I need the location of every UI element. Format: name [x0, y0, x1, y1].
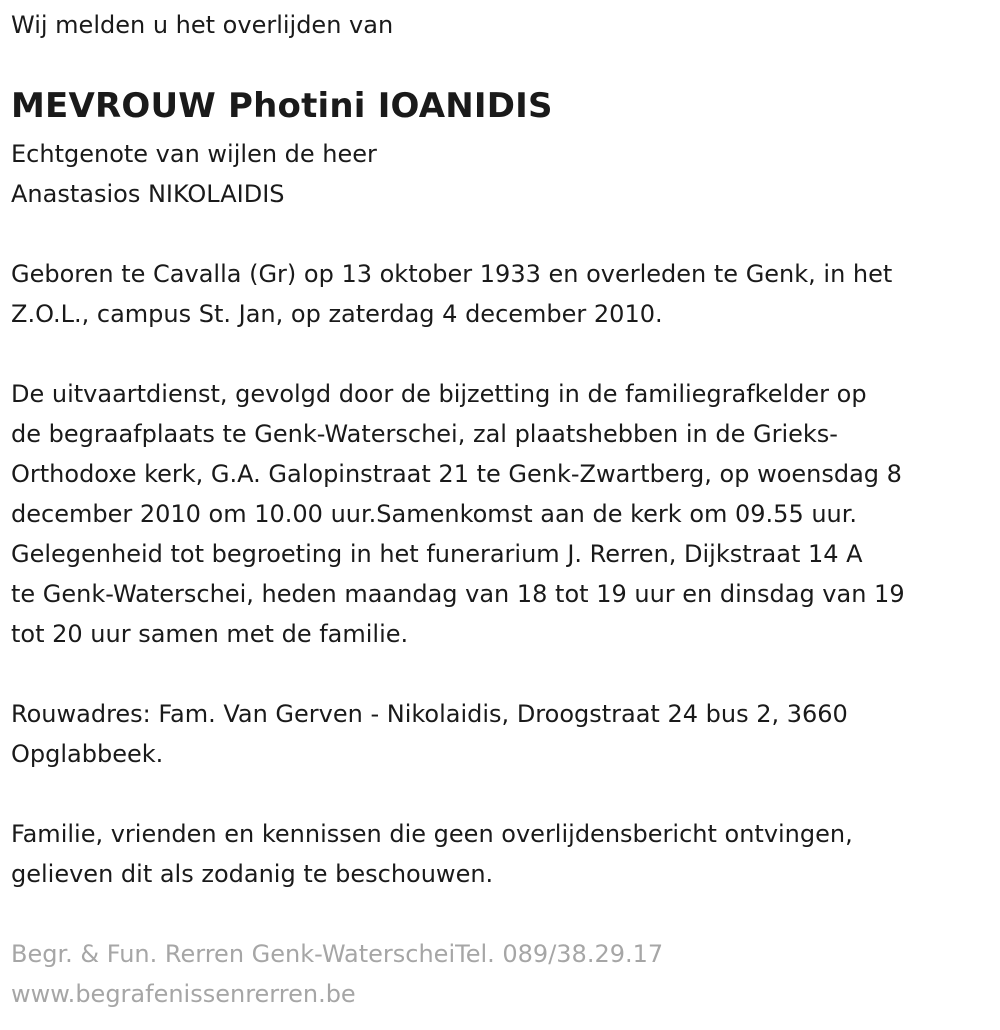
funeral-line: De uitvaartdienst, gevolgd door de bijzetting in de familiegrafkelder op	[11, 380, 867, 408]
funeral-line: Orthodoxe kerk, G.A. Galopinstraat 21 te Genk-Zwartberg, op woensdag 8	[11, 460, 902, 488]
funeral-home-contact: Begr. & Fun. Rerren Genk-WaterscheiTel. 089/38.29.17	[11, 940, 664, 968]
spouse-section	[11, 134, 377, 214]
family-line: gelieven dit als zodanig te beschouwen.	[11, 860, 494, 888]
address-line: Rouwadres: Fam. Van Gerven - Nikolaidis, Droogstraat 24 bus 2, 3660	[11, 700, 848, 728]
deceased-name: MEVROUW Photini IOANIDIS	[11, 86, 553, 126]
mourning-address-section	[11, 694, 848, 774]
funeral-line: de begraafplaats te Genk-Waterschei, zal plaatshebben in de Grieks-	[11, 420, 838, 448]
birth-death-line: Z.O.L., campus St. Jan, op zaterdag 4 december 2010.	[11, 300, 663, 328]
funeral-home-website[interactable]: www.begrafenissenrerren.be	[11, 980, 356, 1008]
family-line: Familie, vrienden en kennissen die geen overlijdensbericht ontvingen,	[11, 820, 853, 848]
birth-death-section	[11, 254, 892, 334]
birth-death-line: Geboren te Cavalla (Gr) op 13 oktober 1933 en overleden te Genk, in het	[11, 260, 893, 288]
spouse-line: Echtgenote van wijlen de heer	[11, 140, 377, 168]
address-line: Opglabbeek.	[11, 740, 164, 768]
family-section	[11, 814, 853, 894]
funeral-line: tot 20 uur samen met de familie.	[11, 620, 409, 648]
spouse-line: Anastasios NIKOLAIDIS	[11, 180, 285, 208]
funeral-home-footer	[11, 934, 663, 1014]
funeral-line: Gelegenheid tot begroeting in het funerarium J. Rerren, Dijkstraat 14 A	[11, 540, 863, 568]
funeral-section	[11, 374, 905, 654]
intro-text: Wij melden u het overlijden van	[11, 11, 394, 39]
funeral-line: te Genk-Waterschei, heden maandag van 18 tot 19 uur en dinsdag van 19	[11, 580, 905, 608]
funeral-line: december 2010 om 10.00 uur.Samenkomst aan de kerk om 09.55 uur.	[11, 500, 858, 528]
